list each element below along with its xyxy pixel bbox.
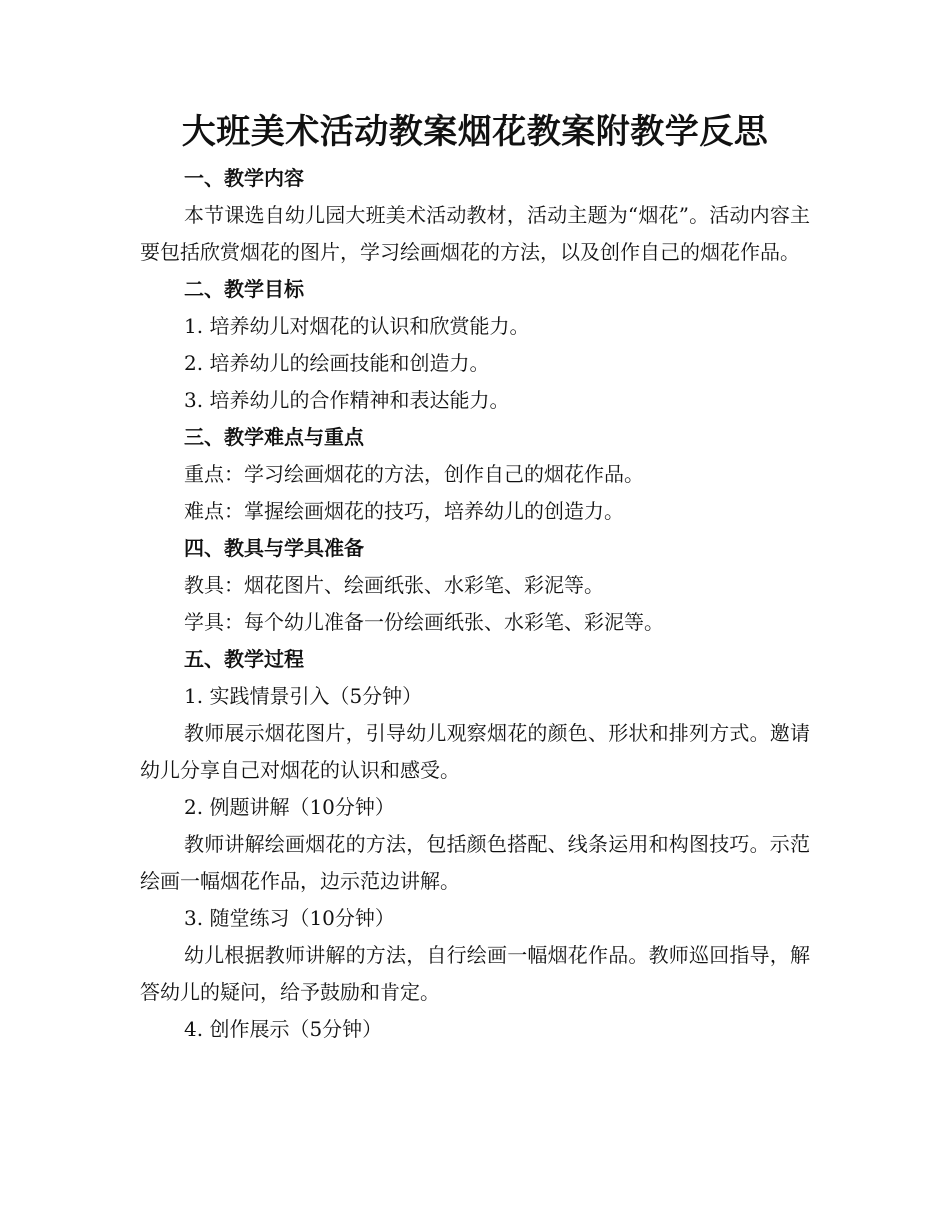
goal-item-2: 2. 培养幼儿的绘画技能和创造力。 bbox=[184, 351, 490, 375]
student-tools-text: 学具：每个幼儿准备一份绘画纸张、水彩笔、彩泥等。 bbox=[184, 610, 664, 634]
section-heading-key-points: 三、教学难点与重点 bbox=[184, 425, 364, 449]
goal-item-1: 1. 培养幼儿对烟花的认识和欣赏能力。 bbox=[184, 314, 530, 338]
section-heading-goals: 二、教学目标 bbox=[184, 277, 304, 301]
section-heading-materials: 四、教具与学具准备 bbox=[184, 536, 364, 560]
section-heading-content: 一、教学内容 bbox=[184, 166, 304, 190]
process-step-3: 3. 随堂练习（10分钟） bbox=[184, 906, 395, 930]
difficulty-text: 难点：掌握绘画烟花的技巧，培养幼儿的创造力。 bbox=[184, 499, 624, 523]
goal-item-3: 3. 培养幼儿的合作精神和表达能力。 bbox=[184, 388, 510, 412]
teacher-tools-text: 教具：烟花图片、绘画纸张、水彩笔、彩泥等。 bbox=[184, 573, 604, 597]
process-step-2-text: 教师讲解绘画烟花的方法，包括颜色搭配、线条运用和构图技巧。示范绘画一幅烟花作品，边示范边讲解。 bbox=[140, 832, 810, 893]
document-title: 大班美术活动教案烟花教案附教学反思 bbox=[181, 112, 769, 152]
key-point-text: 重点：学习绘画烟花的方法，创作自己的烟花作品。 bbox=[184, 462, 644, 486]
process-step-2: 2. 例题讲解（10分钟） bbox=[184, 795, 395, 819]
content-paragraph: 本节课选自幼儿园大班美术活动教材，活动主题为“烟花”。活动内容主要包括欣赏烟花的图片，学习绘画烟花的方法，以及创作自己的烟花作品。 bbox=[140, 203, 810, 264]
section-heading-process: 五、教学过程 bbox=[184, 647, 304, 671]
process-step-4: 4. 创作展示（5分钟） bbox=[184, 1017, 383, 1041]
process-step-1-text: 教师展示烟花图片，引导幼儿观察烟花的颜色、形状和排列方式。邀请幼儿分享自己对烟花的认识和感受。 bbox=[140, 721, 810, 782]
process-step-3-text: 幼儿根据教师讲解的方法，自行绘画一幅烟花作品。教师巡回指导，解答幼儿的疑问，给予鼓励和肯定。 bbox=[140, 943, 810, 1004]
process-step-1: 1. 实践情景引入（5分钟） bbox=[184, 684, 423, 708]
